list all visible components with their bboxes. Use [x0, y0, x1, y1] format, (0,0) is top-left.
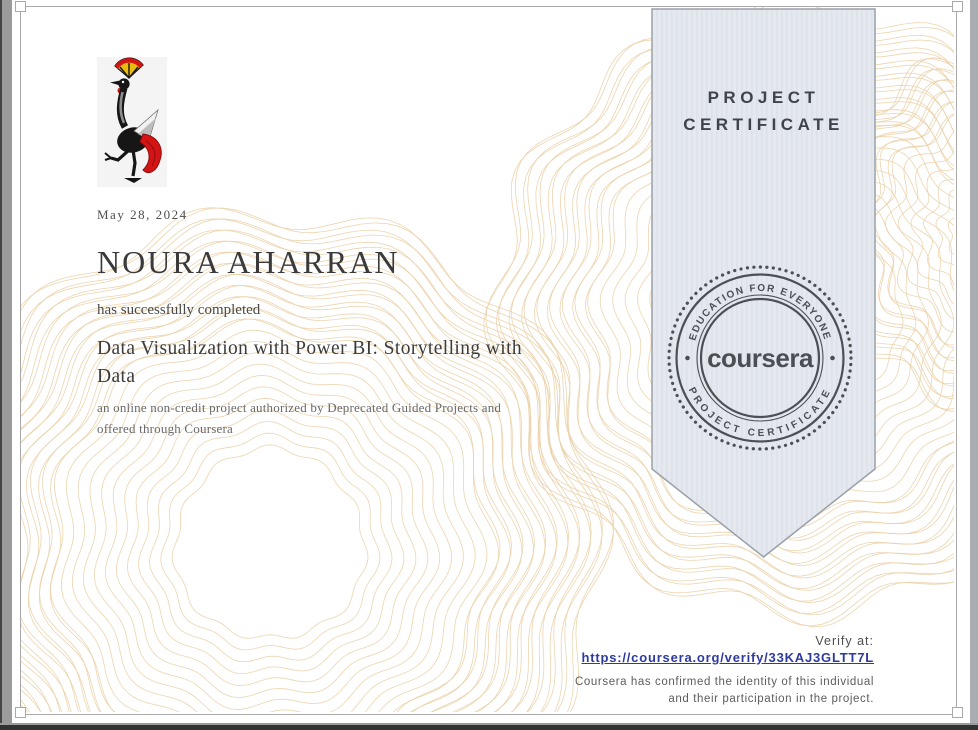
coursera-wordmark: coursera: [707, 343, 813, 373]
window-edge-bottom: [0, 723, 978, 730]
verify-block: [544, 634, 874, 709]
window-edge-left: [0, 0, 12, 730]
seal-arc-top-text: EDUCATION FOR EVERYONE: [687, 282, 833, 343]
course-title: Data Visualization with Power BI: Storytelling with Data: [97, 338, 523, 388]
crested-crane-logo: [97, 57, 167, 187]
recipient-name: NOURA AHARRAN: [97, 244, 400, 280]
corner-ornament-top-right: [952, 1, 963, 12]
seal-arc-bottom-text: PROJECT CERTIFICATE: [685, 385, 835, 440]
completion-line: has successfully completed: [97, 302, 261, 318]
partner-logo: [97, 57, 167, 187]
ribbon-line2: CERTIFICATE: [683, 115, 844, 134]
seal-dot-left: [685, 356, 690, 361]
issue-date: May 28, 2024: [97, 207, 188, 222]
authorization-text: an online non-credit project authorized by Deprecated Guided Projects and offered through Coursera: [97, 400, 502, 436]
verify-confirmation: Coursera has confirmed the identity of this individual and their participation in the project.: [575, 676, 874, 706]
coursera-seal: [660, 258, 860, 458]
corner-ornament-bottom-right: [952, 707, 963, 718]
ribbon-line1: PROJECT: [707, 88, 820, 107]
window-edge-right: [970, 0, 978, 730]
corner-ornament-bottom-left: [15, 707, 26, 718]
verify-link[interactable]: https://coursera.org/verify/33KAJ3GLTT7L: [581, 650, 874, 665]
seal-dot-right: [830, 356, 835, 361]
certificate-page: [12, 0, 970, 724]
corner-ornament-top-left: [15, 1, 26, 12]
verify-label: Verify at:: [815, 634, 874, 648]
